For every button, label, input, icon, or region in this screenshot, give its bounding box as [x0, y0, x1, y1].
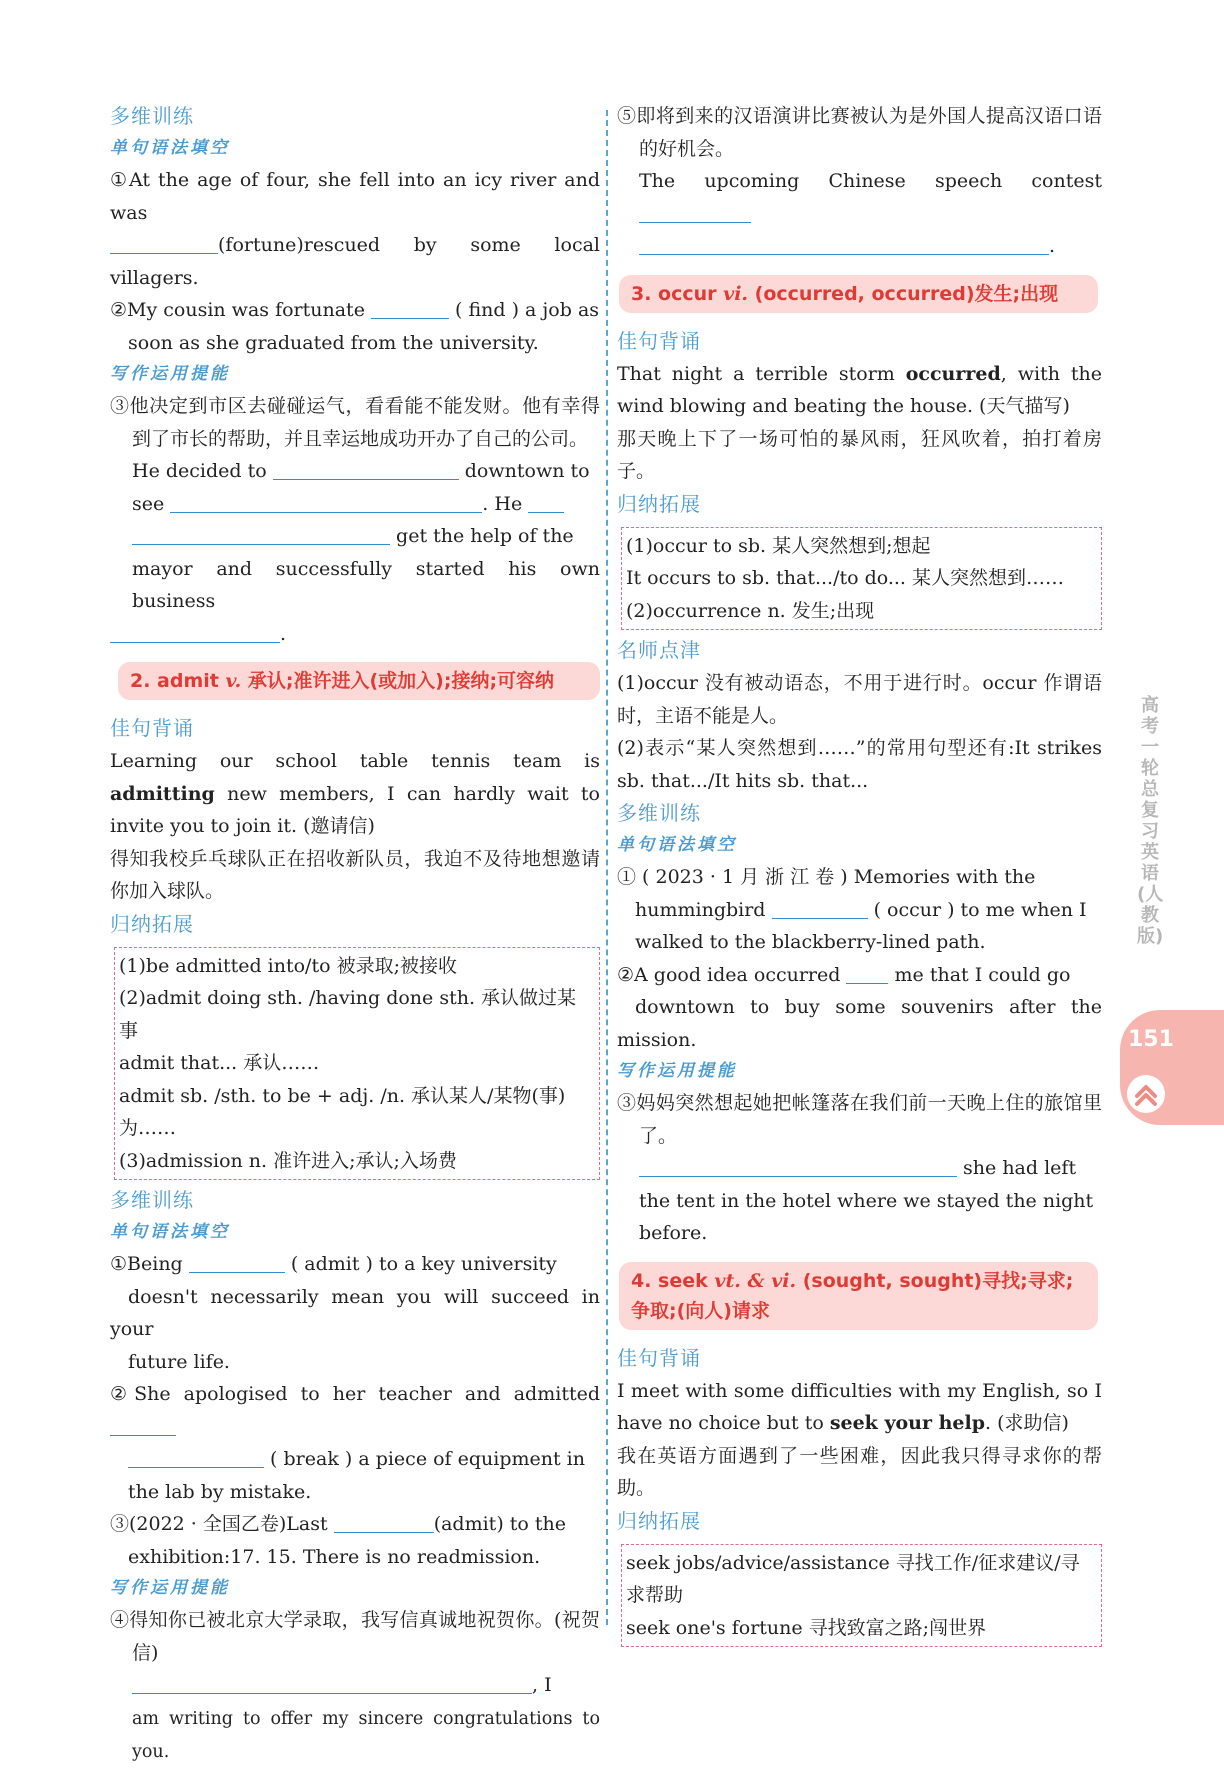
- answer-blank[interactable]: [189, 1252, 285, 1273]
- section-title: 佳句背诵: [617, 328, 701, 353]
- chevron-up-icon-svg: [1127, 1075, 1165, 1113]
- answer-blank[interactable]: [371, 298, 449, 319]
- example-translation: 我在英语方面遇到了一些困难，因此我只得寻求你的帮助。: [617, 1444, 1102, 1499]
- summary-box: (1)occur to sb. 某人突然想到;想起 It occurs to sb. that.../to do... 某人突然想到…… (2)occurrence n. 发生;出现: [621, 527, 1102, 631]
- answer-blank[interactable]: [639, 202, 751, 223]
- exercise-1: ①At the age of four, she fell into an icy river and was (fortune)rescued by some local villagers.: [110, 169, 600, 289]
- left-column: [110, 100, 600, 1769]
- word-header-occur: 3. occur vi. (occurred, occurred)发生;出现: [619, 275, 1098, 313]
- word-header-admit: 2. admit v. 承认;准许进入(或加入);接纳;可容纳: [118, 662, 600, 700]
- answer-blank[interactable]: [639, 234, 1049, 255]
- sidebar-book-label: 高考一轮总复习 英语 (人教版): [1137, 695, 1164, 947]
- example-translation: 得知我校乒乓球队正在招收新队员，我迫不及待地想邀请你加入球队。: [110, 847, 600, 902]
- section-title: 归纳拓展: [110, 911, 194, 936]
- answer-blank[interactable]: [128, 1447, 264, 1468]
- section-title: 归纳拓展: [617, 1508, 701, 1533]
- answer-blank[interactable]: [110, 622, 280, 643]
- word-header-seek: 4. seek vt. & vi. (sought, sought)寻找;寻求;争取;(向人)请求: [619, 1262, 1098, 1330]
- exercise-b4-chinese: ④得知你已被北京大学录取，我写信真诚地祝贺你。(祝贺信): [110, 1609, 600, 1664]
- section-title: 名师点津: [617, 638, 701, 662]
- chevron-up-icon[interactable]: [1127, 1075, 1165, 1113]
- exercise-c3-chinese: ③妈妈突然想起她把帐篷落在我们前一天晚上住的旅馆里了。: [617, 1092, 1102, 1147]
- section-subtitle: 写作运用提能: [110, 1578, 230, 1598]
- summary-box: seek jobs/advice/assistance 寻找工作/征求建议/寻求帮助 seek one's fortune 寻找致富之路;闯世界: [621, 1544, 1102, 1648]
- exercise-3-end: .: [110, 618, 600, 651]
- example-translation: 那天晚上下了一场可怕的暴风雨，狂风吹着，拍打着房子。: [617, 427, 1102, 482]
- answer-blank[interactable]: [132, 1673, 532, 1694]
- answer-blank[interactable]: [132, 524, 390, 545]
- teacher-note: (2)表示“某人突然想到……”的常用句型还有:It strikes sb. that.../It hits sb. that...: [617, 737, 1102, 792]
- section-subtitle: 写作运用提能: [110, 364, 230, 384]
- teacher-note: (1)occur 没有被动语态，不用于进行时。occur 作谓语时，主语不能是人。: [617, 672, 1102, 727]
- exercise-c3: she had left the tent in the hotel where we stayed the night before.: [639, 1157, 1094, 1244]
- section-subtitle: 单句语法填空: [110, 138, 230, 158]
- exercise-b4: , I am writing to offer my sincere congratulations to you.: [132, 1674, 600, 1762]
- example-sentence: Learning our school table tennis team is admitting new members, I can hardly wait to invite you to join it. (邀请信): [110, 750, 600, 837]
- section-title: 佳句背诵: [110, 716, 194, 740]
- exercise-b2: ②She apologised to her teacher and admitted ( break ) a piece of equipment in the lab by mistake.: [110, 1383, 600, 1503]
- exercise-2: ②My cousin was fortunate ( find ) a job as soon as she graduated from the university.: [110, 299, 600, 354]
- exercise-3: He decided to downtown to see . He get the help of the mayor and successfully started his own business: [132, 460, 600, 612]
- exercise-3-chinese: ③他决定到市区去碰碰运气，看看能不能发财。他有幸得到了市长的帮助，并且幸运地成功开办了自己的公司。: [110, 395, 600, 450]
- answer-blank[interactable]: [110, 233, 218, 254]
- exercise-b1: ①Being ( admit ) to a key university doesn't necessarily mean you will succeed in your future life.: [110, 1253, 600, 1373]
- section-title: 佳句背诵: [617, 1345, 701, 1370]
- section-title: 归纳拓展: [617, 491, 701, 516]
- section-title: 多维训练: [110, 1188, 194, 1212]
- example-sentence: That night a terrible storm occurred, with the wind blowing and beating the house. (天气描写): [617, 362, 1102, 417]
- exercise-c2: ②A good idea occurred me that I could go downtown to buy some souvenirs after the mission.: [617, 963, 1102, 1051]
- example-sentence: I meet with some difficulties with my English, so I have no choice but to seek your help. (求助信): [617, 1379, 1102, 1434]
- column-divider: [606, 110, 608, 1625]
- exercise-5: The upcoming Chinese speech contest .: [639, 170, 1102, 257]
- answer-blank[interactable]: [772, 898, 868, 919]
- answer-blank[interactable]: [528, 492, 564, 513]
- exercise-5-chinese: ⑤即将到来的汉语演讲比赛被认为是外国人提高汉语口语的好机会。: [617, 105, 1102, 160]
- right-column: [617, 100, 1102, 1651]
- answer-blank[interactable]: [110, 1415, 176, 1436]
- answer-blank[interactable]: [334, 1512, 434, 1533]
- section-title: 多维训练: [617, 801, 701, 825]
- section-subtitle: 单句语法填空: [617, 835, 737, 855]
- answer-blank[interactable]: [273, 459, 459, 480]
- section-title: 多维训练: [110, 104, 194, 128]
- answer-blank[interactable]: [639, 1156, 957, 1177]
- summary-box: (1)be admitted into/to 被录取;被接收 (2)admit doing sth. /having done sth. 承认做过某事 admit that... 承认…… admit sb. /sth. to be + adj. /n. 承认某人/某物(事)为…… (3)admission n. 准许进入;承认;入场费: [114, 947, 600, 1181]
- answer-blank[interactable]: [170, 492, 482, 513]
- answer-blank[interactable]: [846, 963, 888, 984]
- exercise-c1: ① ( 2023 · 1 月 浙 江 卷 ) Memories with the hummingbird ( occur ) to me when I walked to the blackberry-lined path.: [617, 866, 1087, 953]
- page-number: 151: [1128, 1027, 1174, 1052]
- exercise-b3: ③(2022 · 全国乙卷)Last (admit) to the exhibition:17. 15. There is no readmission.: [110, 1513, 567, 1568]
- section-subtitle: 单句语法填空: [110, 1222, 230, 1242]
- section-subtitle: 写作运用提能: [617, 1061, 737, 1081]
